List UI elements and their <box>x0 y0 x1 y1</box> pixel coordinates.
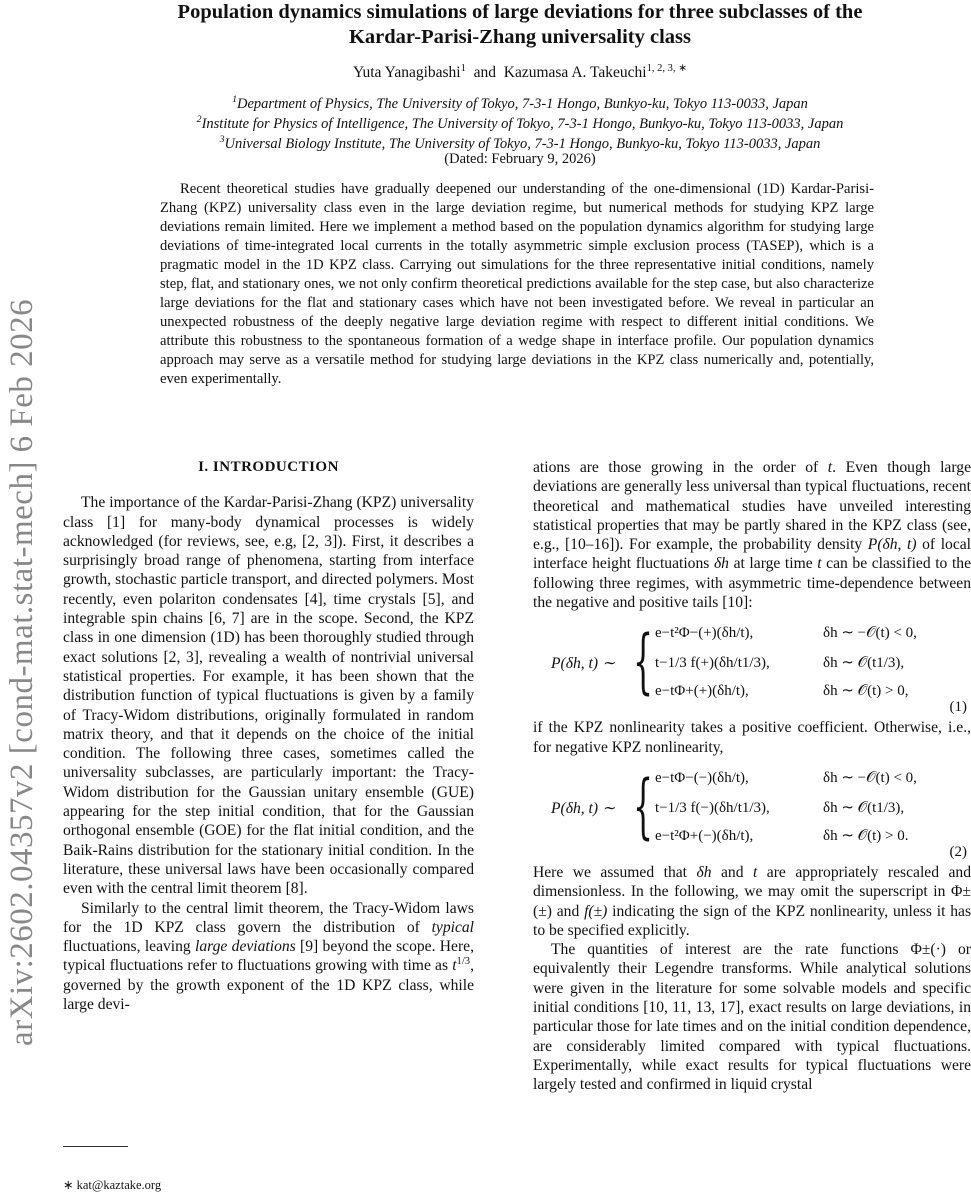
date-line: (Dated: February 9, 2026) <box>444 151 596 167</box>
arxiv-identifier: arXiv:2602.04357v2 [cond-mat.stat-mech] 6 Feb 2026 <box>4 298 40 1046</box>
author-conjunction: and <box>473 64 497 81</box>
right-column <box>533 458 971 1095</box>
equation-lhs: P(δh, t) ∼ <box>551 799 616 817</box>
section-heading: I. INTRODUCTION <box>198 459 339 475</box>
left-column <box>63 458 474 1014</box>
paragraph: Similarly to the central limit theorem, the Tracy-Widom laws for the 1D KPZ class govern the distribution of typical fluctuations, leaving large deviations [9] beyond the scope. Here, typical fluctuations refer to fluctuations growing with time as $t^{1/3}$, governed by the growth exponent of the 1D KPZ class, while large devi- <box>63 899 474 1014</box>
equation-lhs: P(δh, t) ∼ <box>551 655 616 673</box>
equation-case: e−t²Φ+(−)(δh/t), <box>655 827 754 844</box>
paragraph: The quantities of interest are the rate functions Φ±(·) or equivalently their Legendre transforms. While analytical solutions were given in the literature for some solvable models and specific initial conditions [10, 11, 13, 17], exact results on large deviations, in particular those for late times and on the initial condition dependence, are considerably limited compared with typical fluctuations. Experimentally, while exact results for typical fluctuations were largely tested and confirmed in liquid crystal <box>533 941 971 1094</box>
affiliation-text: Department of Physics, The University of Tokyo, 7-3-1 Hongo, Bunkyo-ku, Tokyo 113-0033, Japan <box>237 96 808 112</box>
paragraph: The importance of the Kardar-Parisi-Zhang (KPZ) universality class [1] for many-body dynamical processes is widely acknowledged (for reviews, see, e.g, [2, 3]). First, it describes a surprisingly broad range of phenomena, starting from interface growth, stochastic particle transport, and directed polymers. Most recently, even polariton condensates [4], time crystals [5], and integrable spin chains [6, 7] are in the scope. Second, the KPZ class in one dimension (1D) has been thoroughly studied through exact solutions [2, 3], revealing a wealth of nontrivial universal statistical properties. For example, it has been shown that the distribution function of typical fluctuations is given by a family of Tracy-Widom distributions, originally formulated in random matrix theory, and that it depends on the choice of the initial condition. The following three cases, sometimes called the universality subclasses, are particularly important: the Tracy-Widom distribution for the Gaussian unitary ensemble (GUE) appearing for the step initial condition, that for the Gaussian orthogonal ensemble (GOE) for the flat initial condition, and the Baik-Rains distribution for the stationary initial condition. In the literature, these universal laws have been occasionally compared even with the central limit theorem [8]. <box>63 494 474 898</box>
equation-number: (1) <box>949 699 967 716</box>
author-affil-mark: 1 <box>460 62 466 74</box>
equation-case: t−1/3 f(−)(δh/t1/3), <box>655 799 770 816</box>
affiliation-number: 3 <box>219 134 225 146</box>
equation-condition: δh ∼ 𝒪(t1/3), <box>823 655 905 672</box>
affiliation-number: 1 <box>232 94 237 106</box>
title-line-1: Population dynamics simulations of large deviations for three subclasses of the <box>177 1 863 23</box>
author-name: Yuta Yanagibashi <box>352 64 461 81</box>
equation-1 <box>533 620 971 716</box>
author-affil-mark: 1, 2, 3, ∗ <box>646 62 688 74</box>
equation-condition: δh ∼ −𝒪(t) < 0, <box>823 769 917 786</box>
footnote-rule <box>63 1146 128 1147</box>
equation-case: e−tΦ+(+)(δh/t), <box>655 683 749 700</box>
affiliation <box>80 94 960 114</box>
equation-condition: δh ∼ 𝒪(t) > 0. <box>823 827 909 844</box>
title-line-2: Kardar-Parisi-Zhang universality class <box>348 26 692 48</box>
paper-title <box>80 0 960 50</box>
footnote-email: ∗ kat@kaztake.org <box>63 1178 162 1192</box>
equation-case: e−tΦ−(−)(δh/t), <box>655 769 749 786</box>
equation-case: e−t²Φ−(+)(δh/t), <box>655 625 754 642</box>
equation-condition: δh ∼ 𝒪(t1/3), <box>823 799 905 816</box>
abstract: Recent theoretical studies have gradually deepened our understanding of the one-dimensional (1D) Kardar-Parisi-Zhang (KPZ) universality class even in the large deviation regime, but numerical methods for studying KPZ large deviations remain limited. Here we implement a method based on the population dynamics algorithm for studying large deviations of time-integrated local currents in the totally asymmetric simple exclusion process (TASEP), which is a pragmatic model in the 1D KPZ class. Carrying out simulations for the three representative initial conditions, namely step, flat, and stationary ones, we not only confirm theoretical predictions available for the step case, but also characterize large deviations for the flat and stationary cases which have not been investigated before. We reveal in particular an unexpected robustness of the deeply negative large deviation regime with respect to different initial conditions. We attribute this robustness to the spontaneous formation of a wedge shape in interface profile. Our population dynamics approach may serve as a versatile method for studying large deviations in the KPZ class numerically and, potentially, even experimentally. <box>160 181 874 387</box>
paragraph: Here we assumed that δh and t are appropriately rescaled and dimensionless. In the following, we may omit the superscript in Φ±(±) and f(±) indicating the sign of the KPZ nonlinearity, unless it has to be specified explicitly. <box>533 863 971 939</box>
equation-case: t−1/3 f(+)(δh/t1/3), <box>655 655 770 672</box>
author-name: Kazumasa A. Takeuchi <box>503 64 647 81</box>
author-list <box>80 64 960 82</box>
affiliations <box>80 94 960 154</box>
paragraph: ations are those growing in the order of t. Even though large deviations are generally less universal than typical fluctuations, recent theoretical and mathematical studies have unveiled interesting statistical properties that may be partly shared in the KPZ class (see, e.g., [10–16]). For example, the probability density P(δh, t) of local interface height fluctuations δh at large time t can be classified to the following three regimes, with asymmetric time-dependence between the negative and positive tails [10]: <box>533 459 971 612</box>
equation-brace: { <box>633 764 654 847</box>
affiliation-text: Universal Biology Institute, The University of Tokyo, 7-3-1 Hongo, Bunkyo-ku, Tokyo 113-0033, Japan <box>224 136 821 152</box>
equation-brace: { <box>633 620 654 703</box>
paragraph: if the KPZ nonlinearity takes a positive coefficient. Otherwise, i.e., for negative KPZ nonlinearity, <box>533 719 971 756</box>
affiliation-text: Institute for Physics of Intelligence, The University of Tokyo, 7-3-1 Hongo, Bunkyo-ku, Tokyo 113-0033, Japan <box>201 116 844 132</box>
equation-condition: δh ∼ 𝒪(t) > 0, <box>823 683 909 700</box>
equation-condition: δh ∼ −𝒪(t) < 0, <box>823 625 917 642</box>
affiliation <box>80 114 960 134</box>
affiliation-number: 2 <box>196 114 202 126</box>
equation-2 <box>533 765 971 861</box>
equation-number: (2) <box>949 843 967 860</box>
